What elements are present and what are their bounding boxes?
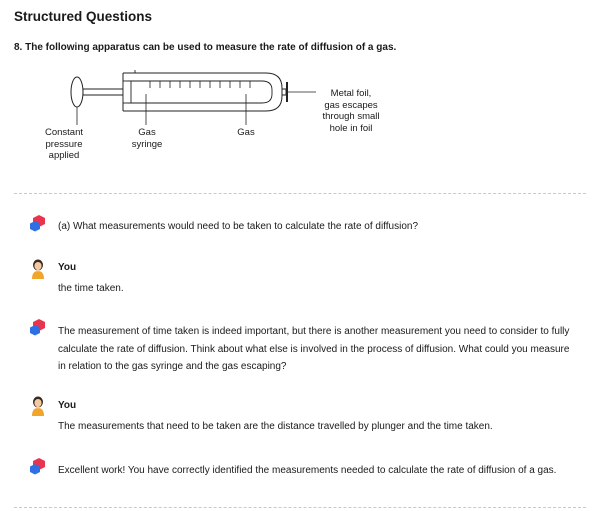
user-avatar-icon xyxy=(29,257,47,279)
user-name-label: You xyxy=(58,262,77,273)
syringe-barrel xyxy=(123,73,282,111)
user-message: the time taken. xyxy=(58,283,124,294)
ai-message: Excellent work! You have correctly identified the measurements needed to calculate the rate of diffusion of a gas. xyxy=(58,465,557,476)
question-text: 8. The following apparatus can be used to measure the rate of diffusion of a gas. xyxy=(14,42,397,53)
plunger-rod xyxy=(83,89,123,95)
section-divider xyxy=(14,193,586,194)
label-gas: Gas xyxy=(237,127,255,138)
user-name-label: You xyxy=(58,400,77,411)
ai-assistant-icon xyxy=(28,213,48,233)
page-title: Structured Questions xyxy=(14,9,153,24)
plunger-knob xyxy=(71,77,83,107)
plunger-head xyxy=(123,81,131,103)
ai-message: (a) What measurements would need to be taken to calculate the rate of diffusion? xyxy=(58,221,419,232)
ai-assistant-icon xyxy=(28,456,48,476)
diffusion-apparatus-diagram xyxy=(0,0,600,200)
user-message: The measurements that need to be taken are the distance travelled by plunger and the time taken. xyxy=(58,421,493,432)
user-avatar-icon xyxy=(29,394,47,416)
section-divider xyxy=(14,507,586,508)
ai-message: The measurement of time taken is indeed important, but there is another measurement you need to consider to fully calculate the rate of diffusion. Think about what else is involved in the process of diffusion. What could you measure in relation to the gas syringe and the gas escaping? xyxy=(58,326,570,372)
ai-assistant-icon xyxy=(28,317,48,337)
label-gas-syringe: Gas syringe xyxy=(131,127,163,150)
label-constant-pressure: Constant pressure applied xyxy=(44,127,84,161)
label-metal-foil: Metal foil, gas escapes through small hole in foil xyxy=(322,88,380,134)
syringe-nozzle xyxy=(282,89,286,95)
syringe-graduations xyxy=(150,81,250,88)
